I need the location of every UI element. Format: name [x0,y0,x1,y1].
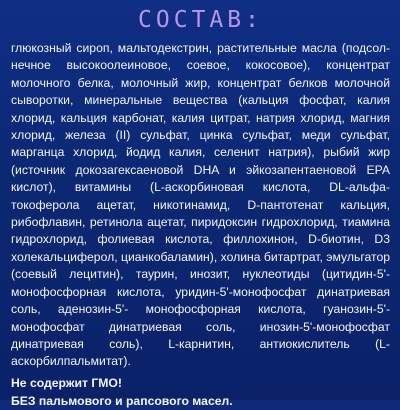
no-palm-oil-note: БЕЗ пальмового и рапсового масел. [11,393,233,408]
gmo-free-note: Не содержит ГМО! [11,375,122,390]
notes-block [11,374,390,410]
ingredients-text: глюкозный сироп, мальтодекстрин, растительные масла (подсолнечное высокоолеиновое, соевое, кокосовое), концентрат молочного белка, молочный жир, концентрат белков молочной сыворотки, минеральные вещества (кальция фосфат, калия хлорид, кальция карбонат, калия цитрат, натрия хлорид, магния хлорид, железа (II) сульфат, цинка сульфат, меди сульфат, марганца хлорид, йодид калия, селенит натрия), рыбий жир (источник докозагексаеновой DHA и эйкозапентаеновой EPA кислот), витамины (L-аскорбиновая кислота, DL-альфа-токоферола ацетат, никотинамид, D-пантотенат кальция, рибофлавин, ретинола ацетат, пиридоксин гидрохлорид, тиамина гидрохлорид, фолиевая кислота, филлохинон, D-биотин, D3 холекальциферол, цианкобаламин), холина битартрат, эмульгатор (соевый лецитин), таурин, инозит, нуклеотиды (цитидин-5'-монофосфорная кислота, уридин-5'-монофосфат динатриевая соль, аденозин-5'- монофосфорная кислота, гуанозин-5'-монофосфат динатриевая соль, инозин-5'-монофосфат динатриевая соль), L-карнитин, антиокислитель (L- аскорбилпальмитат). [11,41,391,369]
composition-title: СОСТАВ: [138,7,263,33]
